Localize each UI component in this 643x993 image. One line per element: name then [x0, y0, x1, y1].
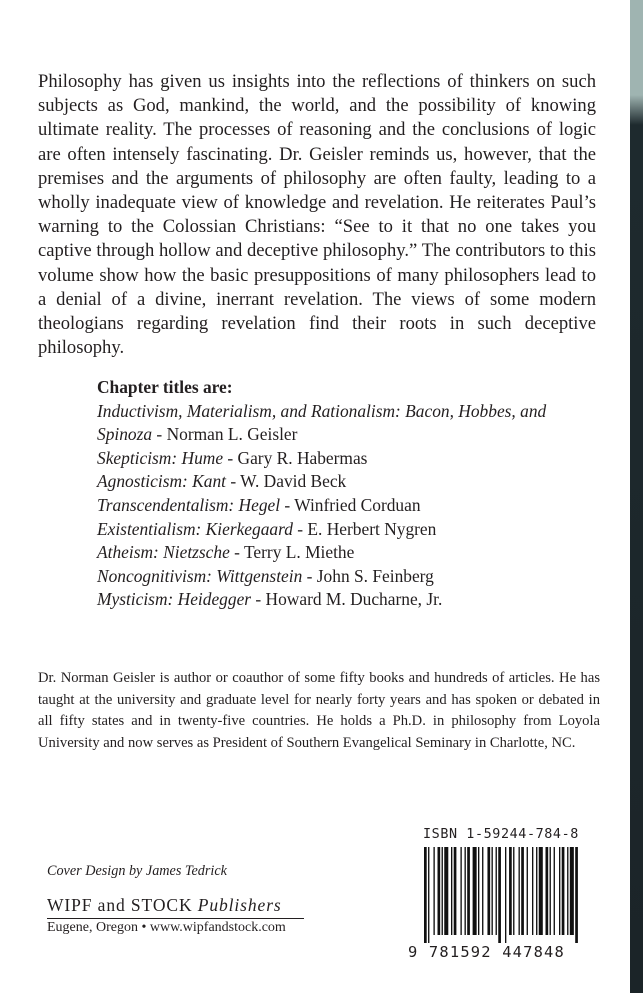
- barcode-bar: [550, 847, 551, 935]
- chapter-topic: Spinoza: [97, 424, 153, 445]
- chapter-author: - W. David Beck: [225, 471, 347, 492]
- barcode-bar: [567, 847, 568, 935]
- back-cover-blurb: Philosophy has given us insights into the reflections of thinkers on such subjects as God, mankind, the world, and the possibility of knowing ultimate reality. The processes of reasoning and the conclusions of logic are often intensely fascinating. Dr. Geisler reminds us, however, that the premises and the arguments of philosophy are often faulty, leading to a wholly inadequate view of knowledge and revelation. He reiterates Paul’s warning to the Colossian Christians: “See to it that no one takes you captive through hollow and deceptive philosophy.” The contributors to this volume show how the basic presuppositions of many philosophers lead to a denial of a divine, inerrant revelation. The views of some modern theologians regarding revelation find their roots in such deceptive philosophy.: [38, 71, 596, 359]
- barcode-bar: [428, 847, 429, 943]
- chapter-entry: [97, 400, 567, 424]
- barcode-bar: [509, 847, 512, 935]
- barcode-bar: [527, 847, 528, 935]
- chapter-topic: Noncognitivism: Wittgenstein: [97, 565, 303, 586]
- publisher-name: [47, 895, 282, 916]
- chapter-topic: Agnosticism: Kant: [97, 471, 226, 492]
- barcode-bar: [562, 847, 565, 935]
- chapter-author: - Terry L. Miethe: [229, 542, 355, 563]
- chapter-author: - Gary R. Habermas: [223, 447, 368, 468]
- chapter-entry: [97, 470, 567, 494]
- spine-edge: [630, 0, 643, 993]
- barcode-bar: [575, 847, 578, 943]
- chapter-topic: Mysticism: Heidegger: [97, 589, 252, 610]
- barcode-bar: [532, 847, 533, 935]
- barcode-bar: [492, 847, 493, 935]
- chapter-entry: [97, 423, 567, 447]
- chapter-topic: Transcendentalism: Hegel: [97, 494, 281, 515]
- isbn-label: ISBN 1-59244-784-8: [423, 827, 579, 842]
- chapter-entry: [97, 447, 567, 471]
- publisher-divider: [47, 918, 304, 919]
- barcode-bar: [444, 847, 448, 935]
- chapter-entry: [97, 494, 567, 518]
- chapter-author: - Winfried Corduan: [280, 494, 421, 515]
- barcode-bar: [496, 847, 497, 935]
- barcode-bar: [465, 847, 466, 935]
- chapter-topic: Inductivism, Materialism, and Rationalism: Bacon, Hobbes, and: [97, 400, 547, 421]
- barcode-bar: [554, 847, 555, 935]
- chapter-author: - E. Herbert Nygren: [292, 518, 437, 539]
- barcode-bar: [521, 847, 524, 935]
- barcode-digits: 9 781592 447848: [408, 943, 565, 961]
- barcode-bar: [454, 847, 457, 935]
- barcode-bar: [478, 847, 479, 935]
- barcode-bar: [539, 847, 543, 935]
- chapter-list-heading: Chapter titles are:: [97, 377, 233, 397]
- chapter-topic: Existentialism: Kierkegaard: [97, 518, 293, 539]
- barcode-bar: [536, 847, 537, 935]
- barcode-bar: [570, 847, 574, 935]
- cover-design-credit: Cover Design by James Tedrick: [47, 863, 227, 879]
- chapter-author: - Norman L. Geisler: [152, 424, 298, 445]
- barcode-bar: [505, 847, 506, 943]
- chapter-author: - John S. Feinberg: [302, 565, 434, 586]
- barcode-bar: [467, 847, 470, 935]
- chapter-author: - Howard M. Ducharne, Jr.: [251, 589, 443, 610]
- barcode-bar: [473, 847, 477, 935]
- author-bio: Dr. Norman Geisler is author or coauthor of some fifty books and hundreds of articles. He has taught at the university and graduate level for nearly forty years and has spoken or debated in all fifty states and in twenty-five countries. He holds a Ph.D. in philosophy from Loyola University and now serves as President of Southern Evangelical Seminary in Charlotte, NC.: [38, 670, 600, 751]
- barcode-bar: [487, 847, 490, 935]
- barcode-bar: [482, 847, 483, 935]
- chapter-entry: [97, 565, 567, 589]
- chapter-topic: Skepticism: Hume: [97, 447, 224, 468]
- barcode-bar: [438, 847, 441, 935]
- publisher-suffix: Publishers: [192, 895, 282, 915]
- barcode-bar: [433, 847, 434, 935]
- barcode-bar: [460, 847, 461, 935]
- barcode-bar: [424, 847, 427, 943]
- chapter-entry: [97, 518, 567, 542]
- barcode-bar: [513, 847, 514, 935]
- barcode-bar: [519, 847, 520, 935]
- publisher-location: Eugene, Oregon • www.wipfandstock.com: [47, 920, 286, 935]
- chapter-entry: [97, 541, 567, 565]
- barcode: [424, 847, 610, 943]
- barcode-bar: [546, 847, 549, 935]
- barcode-bar: [498, 847, 501, 943]
- barcode-bar: [559, 847, 560, 935]
- barcode-bar: [442, 847, 443, 935]
- chapter-entry: [97, 588, 567, 612]
- chapter-list: [97, 376, 567, 612]
- barcode-bar: [451, 847, 452, 935]
- publisher-wordmark: WIPF and STOCK: [47, 895, 193, 915]
- chapter-topic: Atheism: Nietzsche: [97, 542, 230, 563]
